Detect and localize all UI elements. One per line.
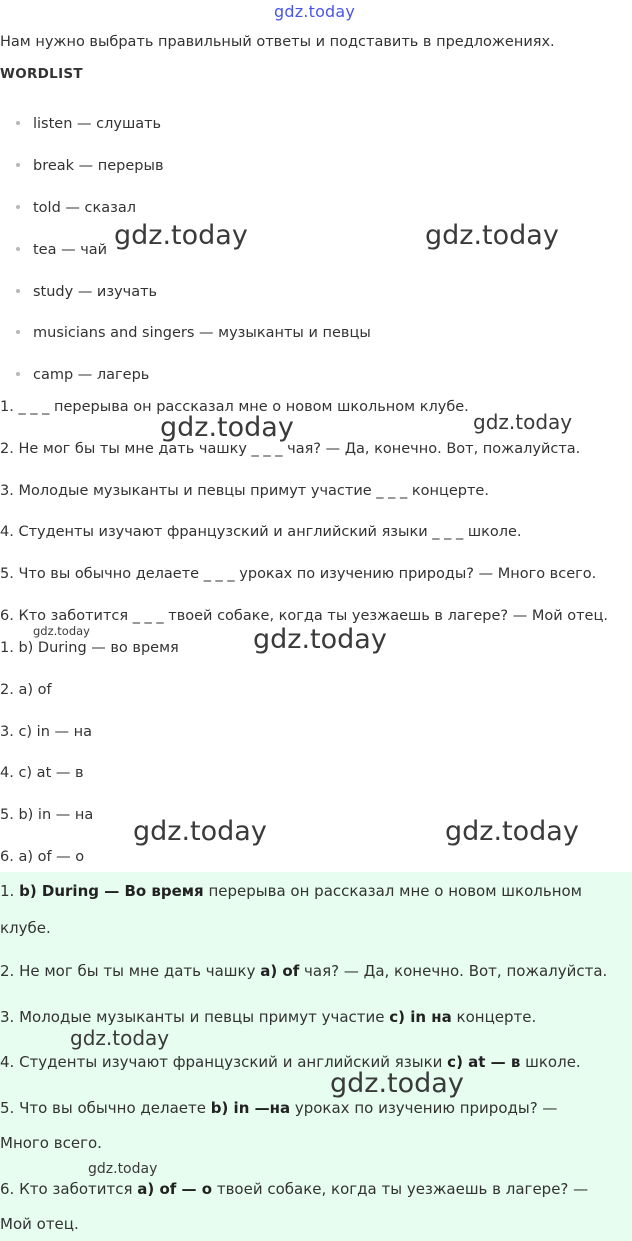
wordlist-title: WORDLIST [0,66,83,82]
watermark: gdz.today [445,816,579,847]
wordlist-item: listen — слушать [16,116,161,132]
full-answer-3: 3. Молодые музыканты и певцы примут участие c) in на концерте. [0,1008,537,1026]
question-2: 2. Не мог бы ты мне дать чашку _ _ _ чая? — Да, конечно. Вот, пожалуйста. [0,441,581,457]
wordlist-item: break — перерыв [16,158,164,174]
full-answer-5: 5. Что вы обычно делаете b) in —на уроках по изучению природы? — [0,1099,558,1117]
wordlist-item: tea — чай [16,242,107,258]
wordlist-item: musicians and singers — музыканты и певцы [16,325,371,341]
answer-6: 6. a) of — o [0,849,85,865]
full-answer-5-cont: Много всего. [0,1134,102,1152]
header-watermark: gdz.today [274,2,356,21]
bullet-icon [16,205,20,209]
answer-3: 3. c) in — на [0,724,92,740]
full-answer-2: 2. Не мог бы ты мне дать чашку a) of чая? — Да, конечно. Вот, пожалуйста. [0,962,608,980]
answer-1: 1. b) During — во время [0,640,179,656]
watermark: gdz.today [473,410,573,434]
question-1: 1. _ _ _ перерыва он рассказал мне о новом школьном клубе. [0,399,469,415]
full-answer-6-cont: Мой отец. [0,1215,79,1233]
answer-2: 2. a) of [0,682,52,698]
question-4: 4. Студенты изучают французский и английский языки _ _ _ школе. [0,524,522,540]
watermark: gdz.today [88,1161,158,1177]
watermark: gdz.today [70,1026,170,1050]
intro-text: Нам нужно выбрать правильный ответы и подставить в предложениях. [0,34,555,50]
full-answer-1-cont: клубе. [0,919,51,937]
question-3: 3. Молодые музыканты и певцы примут участие _ _ _ концерте. [0,483,489,499]
wordlist-item: told — сказал [16,200,136,216]
answer-4: 4. c) at — в [0,765,84,781]
watermark: gdz.today [160,412,294,443]
bullet-icon [16,121,20,125]
wordlist-item: study — изучать [16,284,157,300]
wordlist-item: camp — лагерь [16,367,149,383]
watermark: gdz.today [253,624,387,655]
bullet-icon [16,289,20,293]
watermark: gdz.today [33,624,90,638]
bullet-icon [16,163,20,167]
answer-5: 5. b) in — на [0,807,94,823]
watermark: gdz.today [114,220,248,251]
full-answer-4: 4. Студенты изучают французский и английский языки c) at — в школе. [0,1053,581,1071]
watermark: gdz.today [425,220,559,251]
watermark: gdz.today [133,816,267,847]
full-answer-6: 6. Кто заботится a) of — o твоей собаке, когда ты уезжаешь в лагере? — [0,1180,589,1198]
bullet-icon [16,247,20,251]
bullet-icon [16,372,20,376]
watermark: gdz.today [330,1068,464,1099]
question-5: 5. Что вы обычно делаете _ _ _ уроках по изучению природы? — Много всего. [0,566,597,582]
question-6: 6. Кто заботится _ _ _ твоей собаке, когда ты уезжаешь в лагере? — Мой отец. [0,608,608,624]
bullet-icon [16,330,20,334]
full-answer-1: 1. b) During — Во время перерыва он рассказал мне о новом школьном [0,882,582,900]
